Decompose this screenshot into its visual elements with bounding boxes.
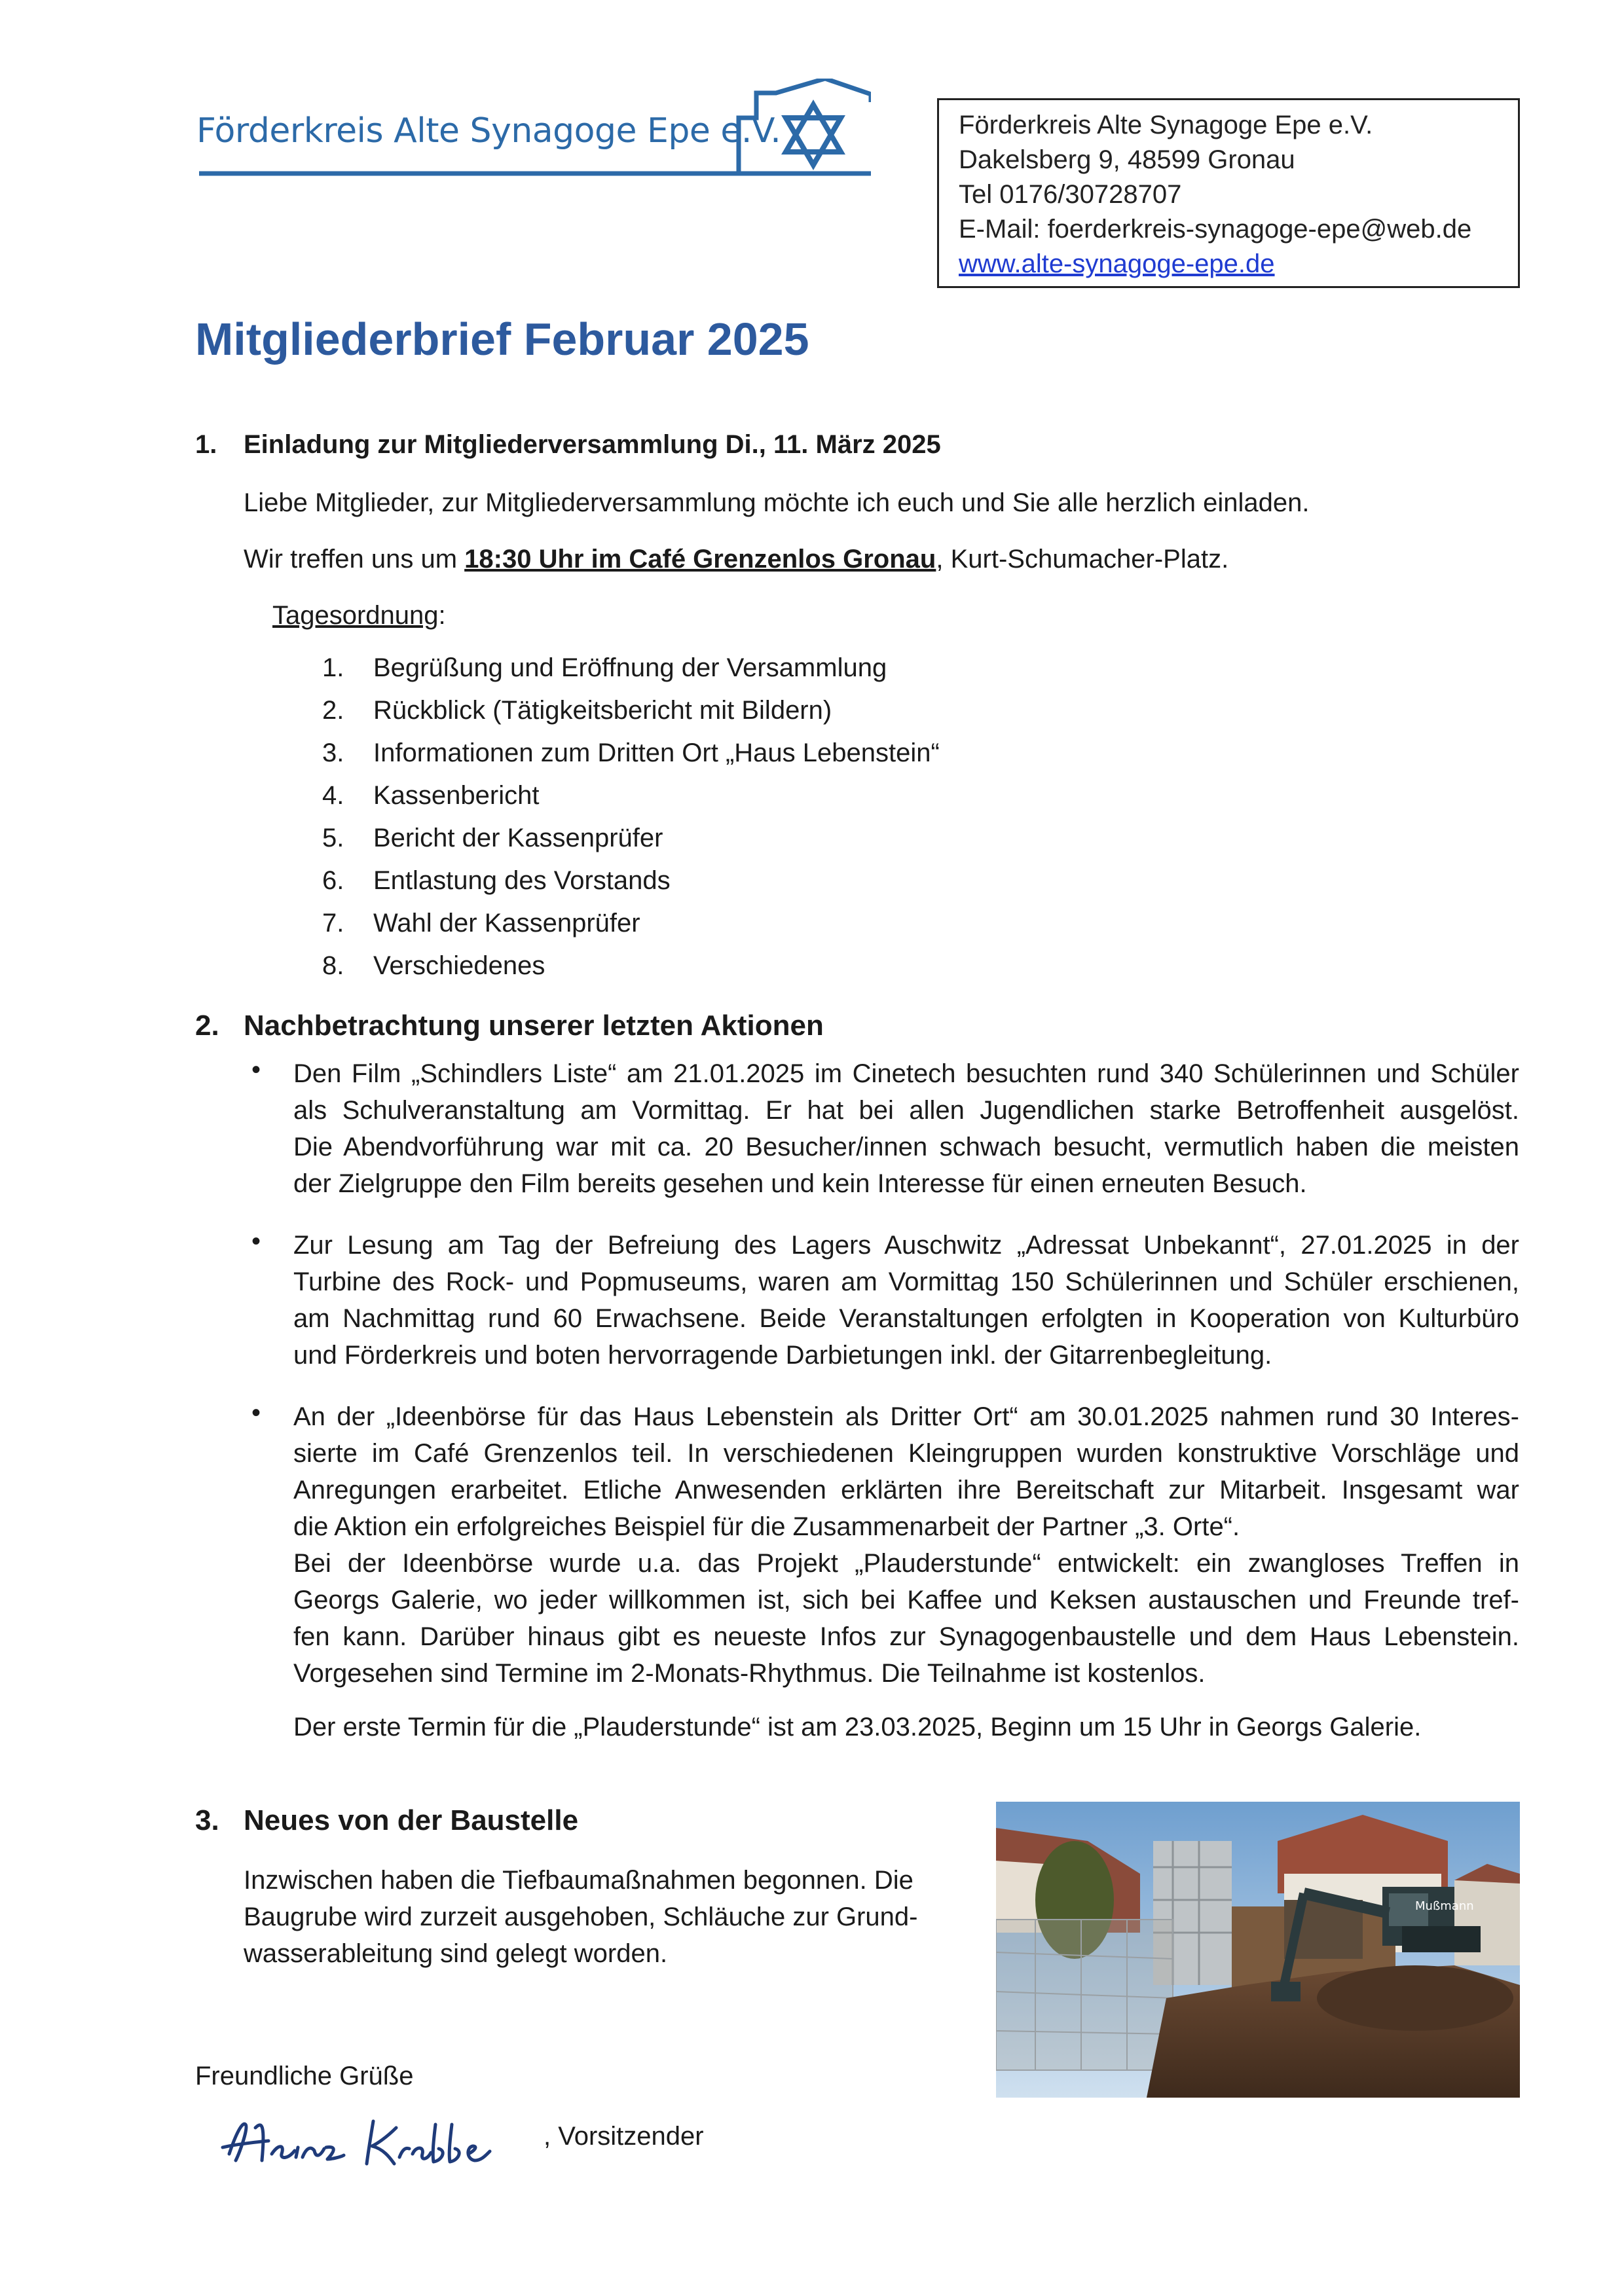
bullet-icon: •: [251, 1227, 261, 1256]
agenda-label-line: [272, 597, 446, 634]
address-street: Dakelsberg 9, 48599 Gronau: [959, 145, 1295, 174]
agenda-label: Tagesordnung: [272, 601, 439, 630]
construction-site-photo: [996, 1802, 1520, 2098]
list-item: An der „Ideenbörse für das Haus Lebenstein als Dritter Ort“ am 30.01.2025 nahmen rund 30 Interes- sierte im Café Grenzenlos teil. In verschiedenen Kleingruppen wurden konstruktive Vorschläge und Anregungen erarbeitet. Etliche Anwesenden erklärten ihre Bereitschaft zur Mitarbeit. Insgesamt war die Aktion ein erfolgreiches Beispiel für die Zusammenarbeit der Partner „3. Orte“. Bei der Ideenbörse wurde u.a. das Projekt „Plauderstunde“ entwickelt: ein zwangloses Treffen in Georgs Galerie, wo jeder willkommen ist, sich bei Kaffee und Keksen austauschen und Freunde tref- fen kann. Darüber hinaus gibt es neueste Infos zur Synagogenbaustelle und dem Haus Lebenstein. Vorgesehen sind Termine im 2-Monats-Rhythmus. Die Teilnahme ist kostenlos.: [293, 1402, 1519, 1688]
agenda-item: 6. Entlastung des Vorstands: [322, 866, 671, 895]
bullet-icon: •: [251, 1055, 261, 1084]
section-3-number: 3.: [195, 1804, 219, 1836]
meeting-suffix: , Kurt-Schumacher-Platz.: [936, 545, 1229, 574]
section-1-heading: Einladung zur Mitgliederversammlung Di., 11. März 2025: [244, 430, 941, 459]
address-email: E-Mail: foerderkreis-synagoge-epe@web.de: [959, 215, 1472, 244]
section-3-text: Inzwischen haben die Tiefbaumaßnahmen begonnen. Die Baugrube wird zurzeit ausgehoben, Schläuche zur Grund- wasserableitung sind gelegt worden.: [244, 1866, 918, 1968]
closing-greeting: Freundliche Grüße: [195, 2062, 414, 2090]
logo-text: Förderkreis Alte Synagoge Epe e.V.: [196, 111, 781, 151]
agenda-item: 1. Begrüßung und Eröffnung der Versammlung: [322, 653, 887, 682]
star-of-david-icon: [786, 105, 841, 165]
address-phone: Tel 0176/30728707: [959, 180, 1182, 209]
section-1-intro: Liebe Mitglieder, zur Mitgliederversammlung möchte ich euch und Sie alle herzlich einladen.: [244, 488, 1310, 517]
agenda-item: 4. Kassenbericht: [322, 781, 540, 810]
agenda-item: 3. Informationen zum Dritten Ort „Haus Lebenstein“: [322, 738, 940, 767]
signature-image: [216, 2108, 524, 2180]
agenda-item: 5. Bericht der Kassenprüfer: [322, 824, 663, 852]
agenda-colon: :: [438, 601, 446, 630]
photo-brand-text: Mußmann: [1415, 1899, 1474, 1913]
plauderstunde-date: Der erste Termin für die „Plauderstunde“ ist am 23.03.2025, Beginn um 15 Uhr in Georgs Galerie.: [293, 1713, 1422, 1741]
address-org: Förderkreis Alte Synagoge Epe e.V.: [959, 111, 1373, 139]
list-item: Den Film „Schindlers Liste“ am 21.01.2025 im Cinetech besuchten rund 340 Schülerinnen und Schüler als Schulveranstaltung am Vormittag. Er hat bei allen Jugendlichen starke Betroffenheit ausgelöst. Die Abendvorführung war mit ca. 20 Besucher/innen schwach besucht, vermutlich haben die meisten der Zielgruppe den Film bereits gesehen und kein Interesse für einen erneuten Besuch.: [293, 1059, 1519, 1198]
agenda-item: 8. Verschiedenes: [322, 951, 545, 980]
meeting-prefix: Wir treffen uns um: [244, 545, 465, 574]
section-2-number: 2.: [195, 1010, 219, 1042]
agenda-item: 2. Rückblick (Tätigkeitsbericht mit Bildern): [322, 696, 832, 725]
section-1-number: 1.: [195, 430, 217, 459]
section-3-heading: Neues von der Baustelle: [244, 1804, 579, 1836]
agenda-item: 7. Wahl der Kassenprüfer: [322, 909, 640, 938]
meeting-place: 18:30 Uhr im Café Grenzenlos Gronau: [464, 545, 936, 574]
signer-role: , Vorsitzender: [544, 2122, 704, 2151]
list-item: Zur Lesung am Tag der Befreiung des Lagers Auschwitz „Adressat Unbekannt“, 27.01.2025 in der Turbine des Rock- und Popmuseums, waren am Vormittag 150 Schülerinnen und Schüler erschienen, am Nachmittag rund 60 Erwachsene. Beide Veranstaltungen erfolgten in Kooperation von Kulturbüro und Förderkreis und boten hervorragende Darbietungen inkl. der Gitarrenbegleitung.: [293, 1231, 1519, 1370]
section-1-meeting: [244, 541, 1228, 577]
page-title: Mitgliederbrief Februar 2025: [195, 314, 809, 365]
bullet-icon: •: [251, 1398, 261, 1427]
address-box: [937, 98, 1520, 288]
section-2-heading: Nachbetrachtung unserer letzten Aktionen: [244, 1010, 824, 1042]
website-link[interactable]: www.alte-synagoge-epe.de: [959, 249, 1275, 278]
